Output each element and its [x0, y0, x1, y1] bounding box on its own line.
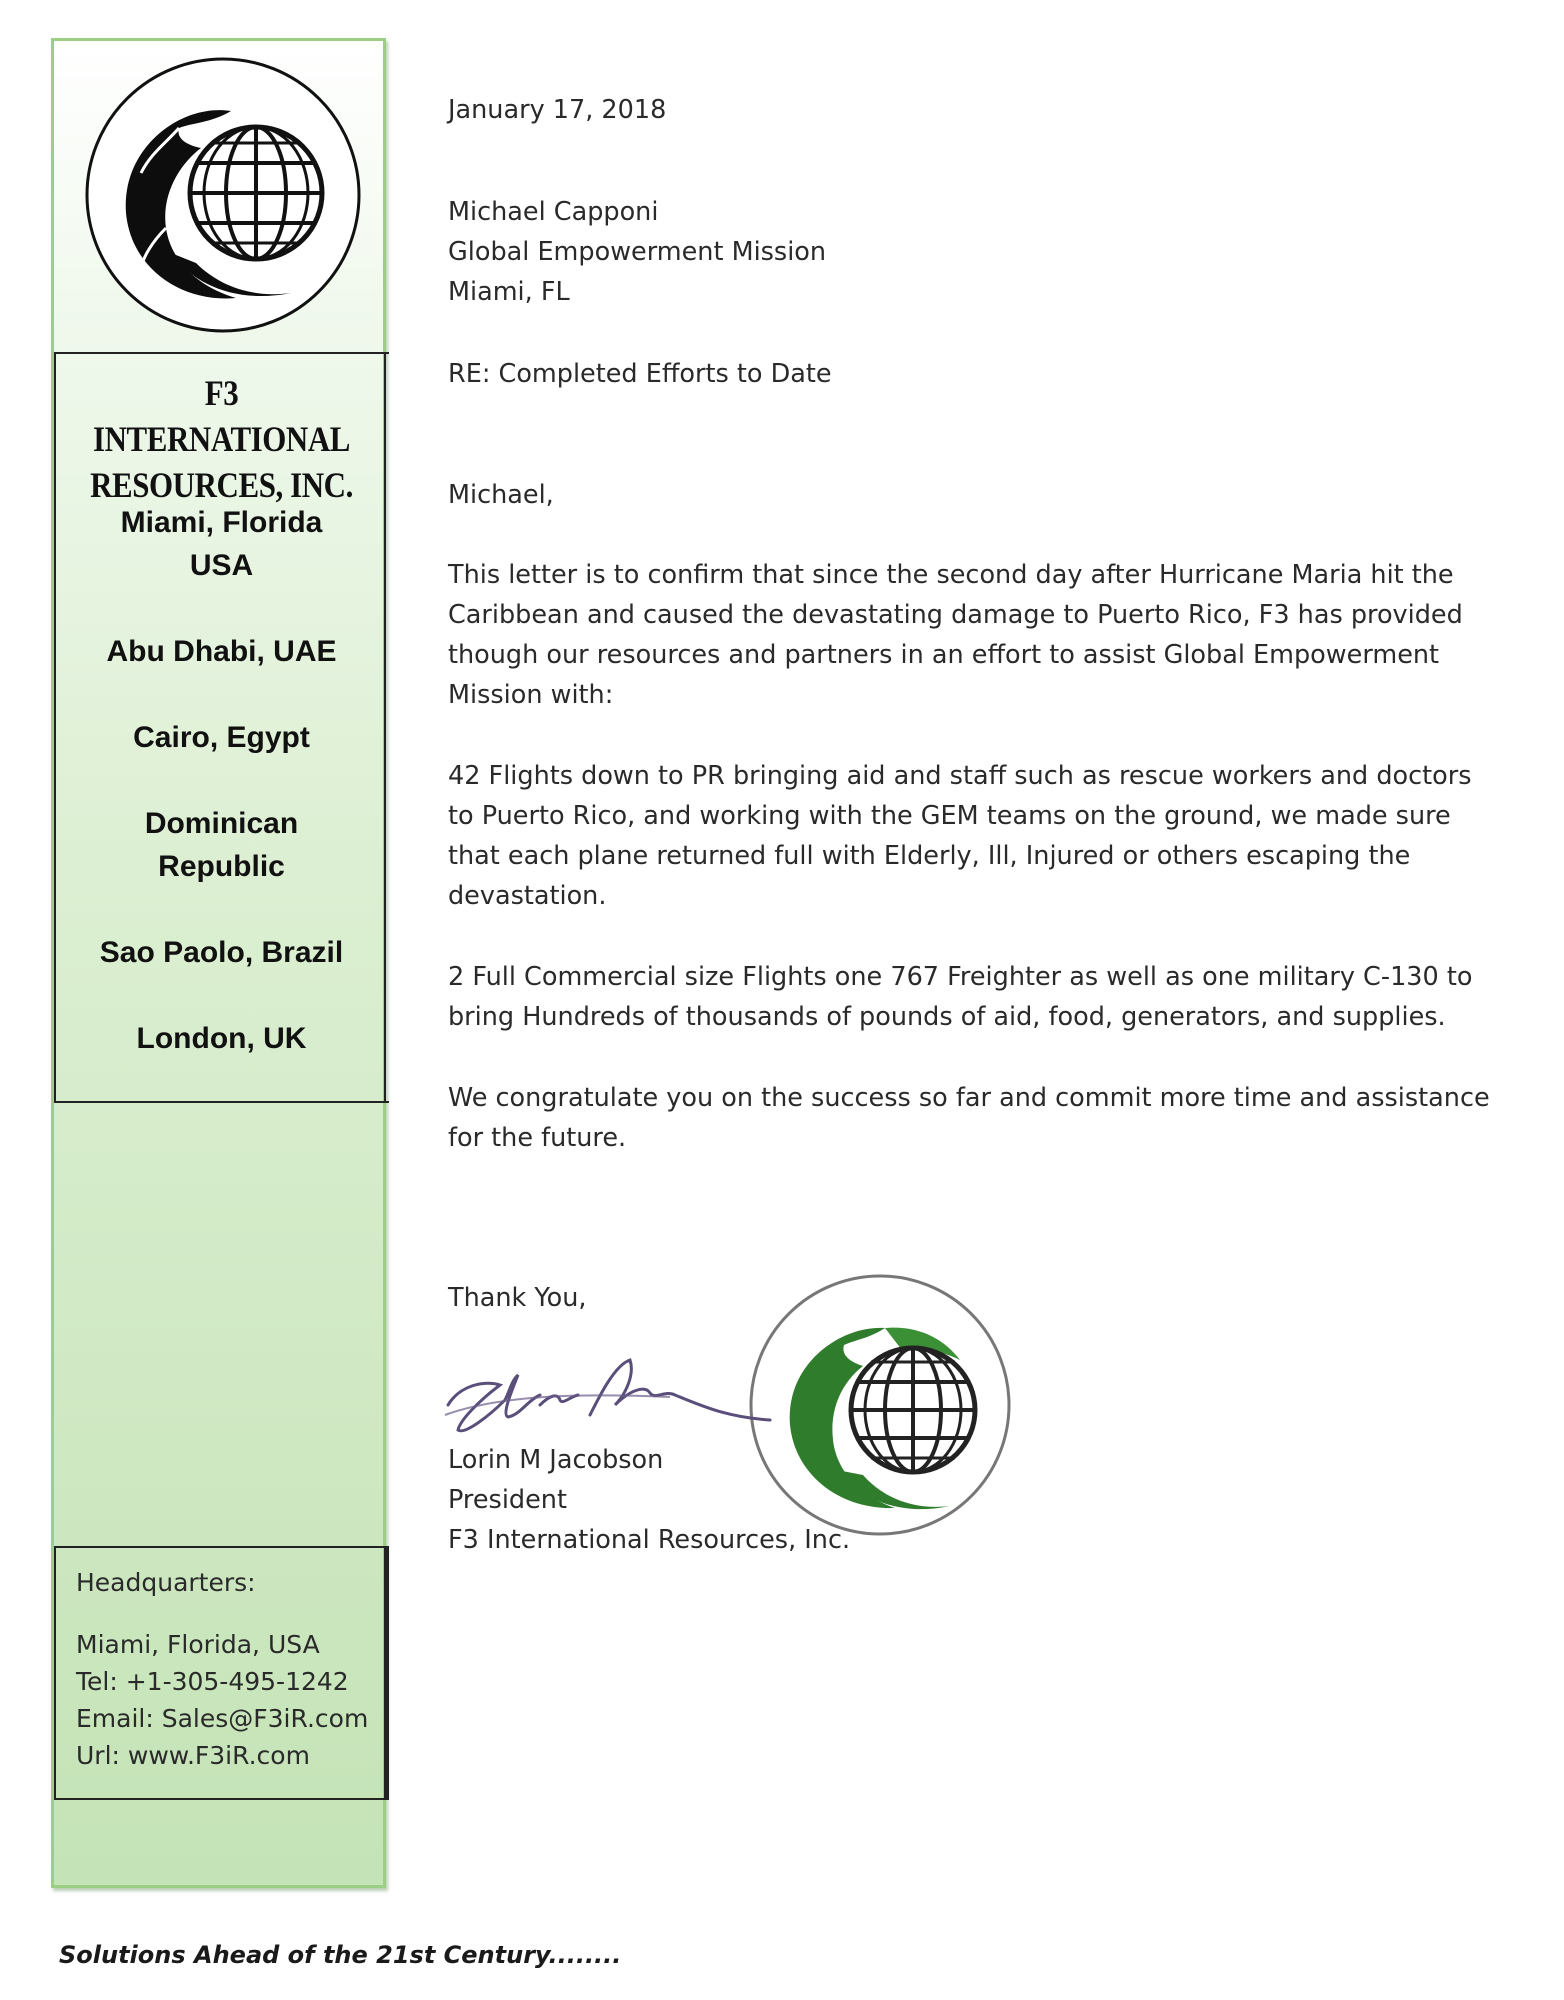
company-name-line2: RESOURCES, INC.	[90, 465, 353, 505]
company-tagline: Solutions Ahead of the 21st Century........	[59, 1941, 622, 1969]
location-line: Cairo, Egypt	[133, 721, 310, 754]
location-line: Republic	[158, 850, 285, 883]
location-line: Miami, Florida	[120, 506, 323, 539]
office-locations-box	[54, 352, 389, 1103]
headquarters-box	[54, 1546, 389, 1800]
headquarters-info	[76, 1564, 368, 1774]
location-cairo	[54, 716, 389, 759]
recipient-city: Miami, FL	[448, 277, 570, 307]
headquarters-url: Url: www.F3iR.com	[76, 1741, 310, 1770]
letterhead-sidebar	[51, 38, 386, 1888]
location-london	[54, 1017, 389, 1060]
signer-org: F3 International Resources, Inc.	[448, 1525, 851, 1555]
closing: Thank You,	[448, 1283, 587, 1313]
location-line: Dominican	[144, 807, 299, 840]
location-line: Abu Dhabi, UAE	[106, 635, 337, 668]
recipient-org: Global Empowerment Mission	[448, 237, 827, 267]
locations-list	[54, 501, 389, 1103]
company-name	[77, 370, 365, 508]
paragraph-2: 42 Flights down to PR bringing aid and staff such as rescue workers and doctors to Puerto Rico, and working with the GEM teams on the ground, we made sure that each plane returned full with Elderly, Ill, Injured or others escaping the devastation.	[448, 761, 1472, 911]
location-line: USA	[189, 549, 254, 582]
paragraph-1: This letter is to confirm that since the second day after Hurricane Maria hit the Caribbean and caused the devastating damage to Puerto Rico, F3 has provided though our resources and partners in an effort to assist Global Empowerment Mission with:	[448, 560, 1463, 710]
paragraph-3: 2 Full Commercial size Flights one 767 Freighter as well as one military C-130 to bring Hundreds of thousands of pounds of aid, food, generators, and supplies.	[448, 962, 1473, 1032]
headquarters-city: Miami, Florida, USA	[76, 1630, 320, 1659]
handwritten-signature	[440, 1345, 780, 1455]
headquarters-email: Email: Sales@F3iR.com	[76, 1704, 369, 1733]
signer-name: Lorin M Jacobson	[448, 1445, 664, 1475]
company-name-line1: F3 INTERNATIONAL	[92, 373, 351, 459]
subject-line: RE: Completed Efforts to Date	[448, 359, 832, 389]
letter-date: January 17, 2018	[448, 95, 667, 125]
company-logo	[81, 53, 365, 337]
location-line: London, UK	[136, 1022, 307, 1055]
globe-with-leaves-icon	[81, 53, 365, 337]
headquarters-title: Headquarters:	[76, 1568, 256, 1597]
location-dominican-republic	[54, 802, 389, 888]
location-abu-dhabi	[54, 630, 389, 673]
headquarters-phone: Tel: +1-305-495-1242	[76, 1667, 349, 1696]
salutation: Michael,	[448, 480, 554, 510]
location-miami	[54, 501, 389, 587]
location-line: Sao Paolo, Brazil	[99, 936, 344, 969]
recipient-name: Michael Capponi	[448, 197, 659, 227]
paragraph-4: We congratulate you on the success so far and commit more time and assistance for the future.	[448, 1083, 1490, 1153]
location-sao-paolo	[54, 931, 389, 974]
company-seal-icon	[745, 1270, 1015, 1540]
signer-title: President	[448, 1485, 567, 1515]
